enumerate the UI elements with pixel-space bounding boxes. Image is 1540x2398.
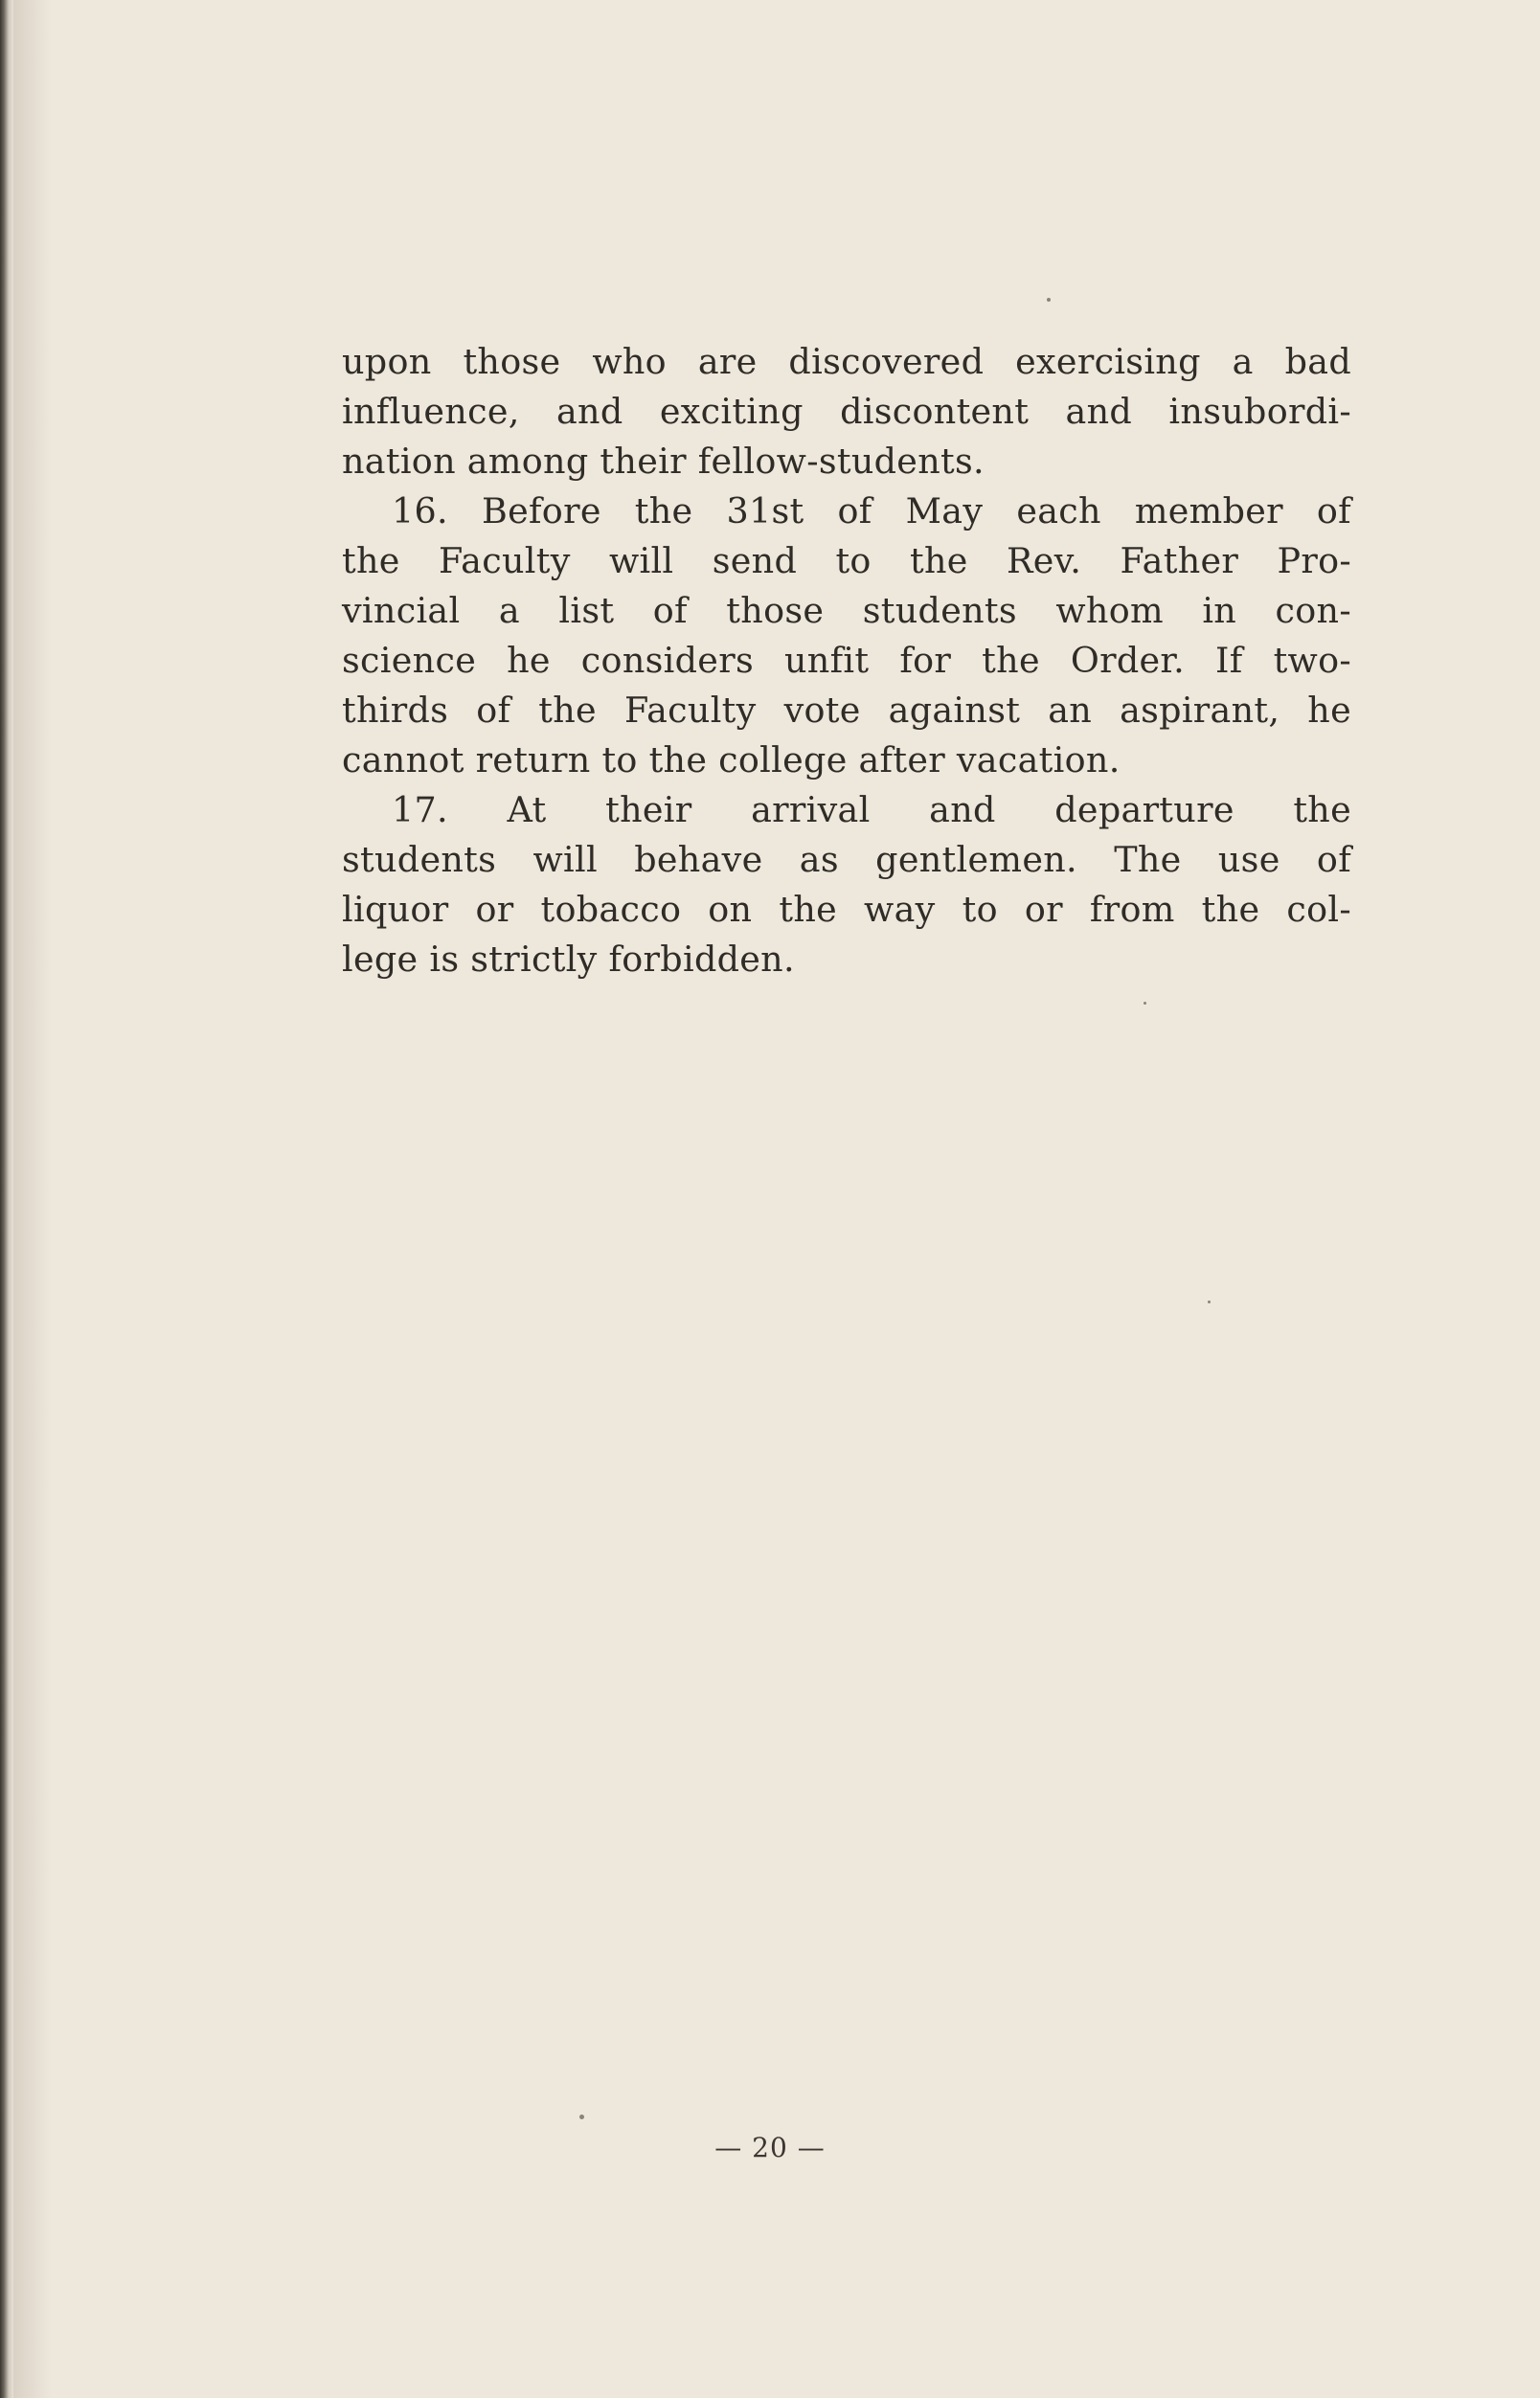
paper-speck xyxy=(579,2115,584,2119)
paragraph-rule-16 xyxy=(342,486,1351,785)
text-line: thirds of the Faculty vote against an aspirant, he xyxy=(342,690,1351,731)
paper-speck xyxy=(1208,1301,1211,1303)
paragraph-continuation xyxy=(342,337,1351,486)
text-line: liquor or tobacco on the way to or from the col- xyxy=(342,889,1351,930)
binding-shadow xyxy=(13,0,52,2398)
text-line: the Faculty will send to the Rev. Father Pro- xyxy=(342,540,1351,581)
text-line: 16. Before the 31st of May each member of xyxy=(392,490,1351,532)
body-text xyxy=(342,337,1351,984)
paper-speck xyxy=(1047,298,1051,302)
text-line: science he considers unfit for the Order. If two- xyxy=(342,640,1351,681)
text-line: 17. At their arrival and departure the xyxy=(392,789,1351,830)
text-line: nation among their fellow-students. xyxy=(342,441,985,482)
text-line: upon those who are discovered exercising a bad xyxy=(342,341,1351,382)
text-line: vincial a list of those students whom in con- xyxy=(342,590,1351,631)
text-line: cannot return to the college after vacation. xyxy=(342,739,1121,780)
paragraph-rule-17 xyxy=(342,785,1351,984)
text-line: lege is strictly forbidden. xyxy=(342,939,795,980)
paper-speck xyxy=(1144,1002,1146,1005)
page-number: — 20 — xyxy=(714,2132,826,2163)
binding-edge xyxy=(0,0,13,2398)
text-line: influence, and exciting discontent and insubordi- xyxy=(342,391,1351,432)
text-line: students will behave as gentlemen. The use of xyxy=(342,839,1351,880)
